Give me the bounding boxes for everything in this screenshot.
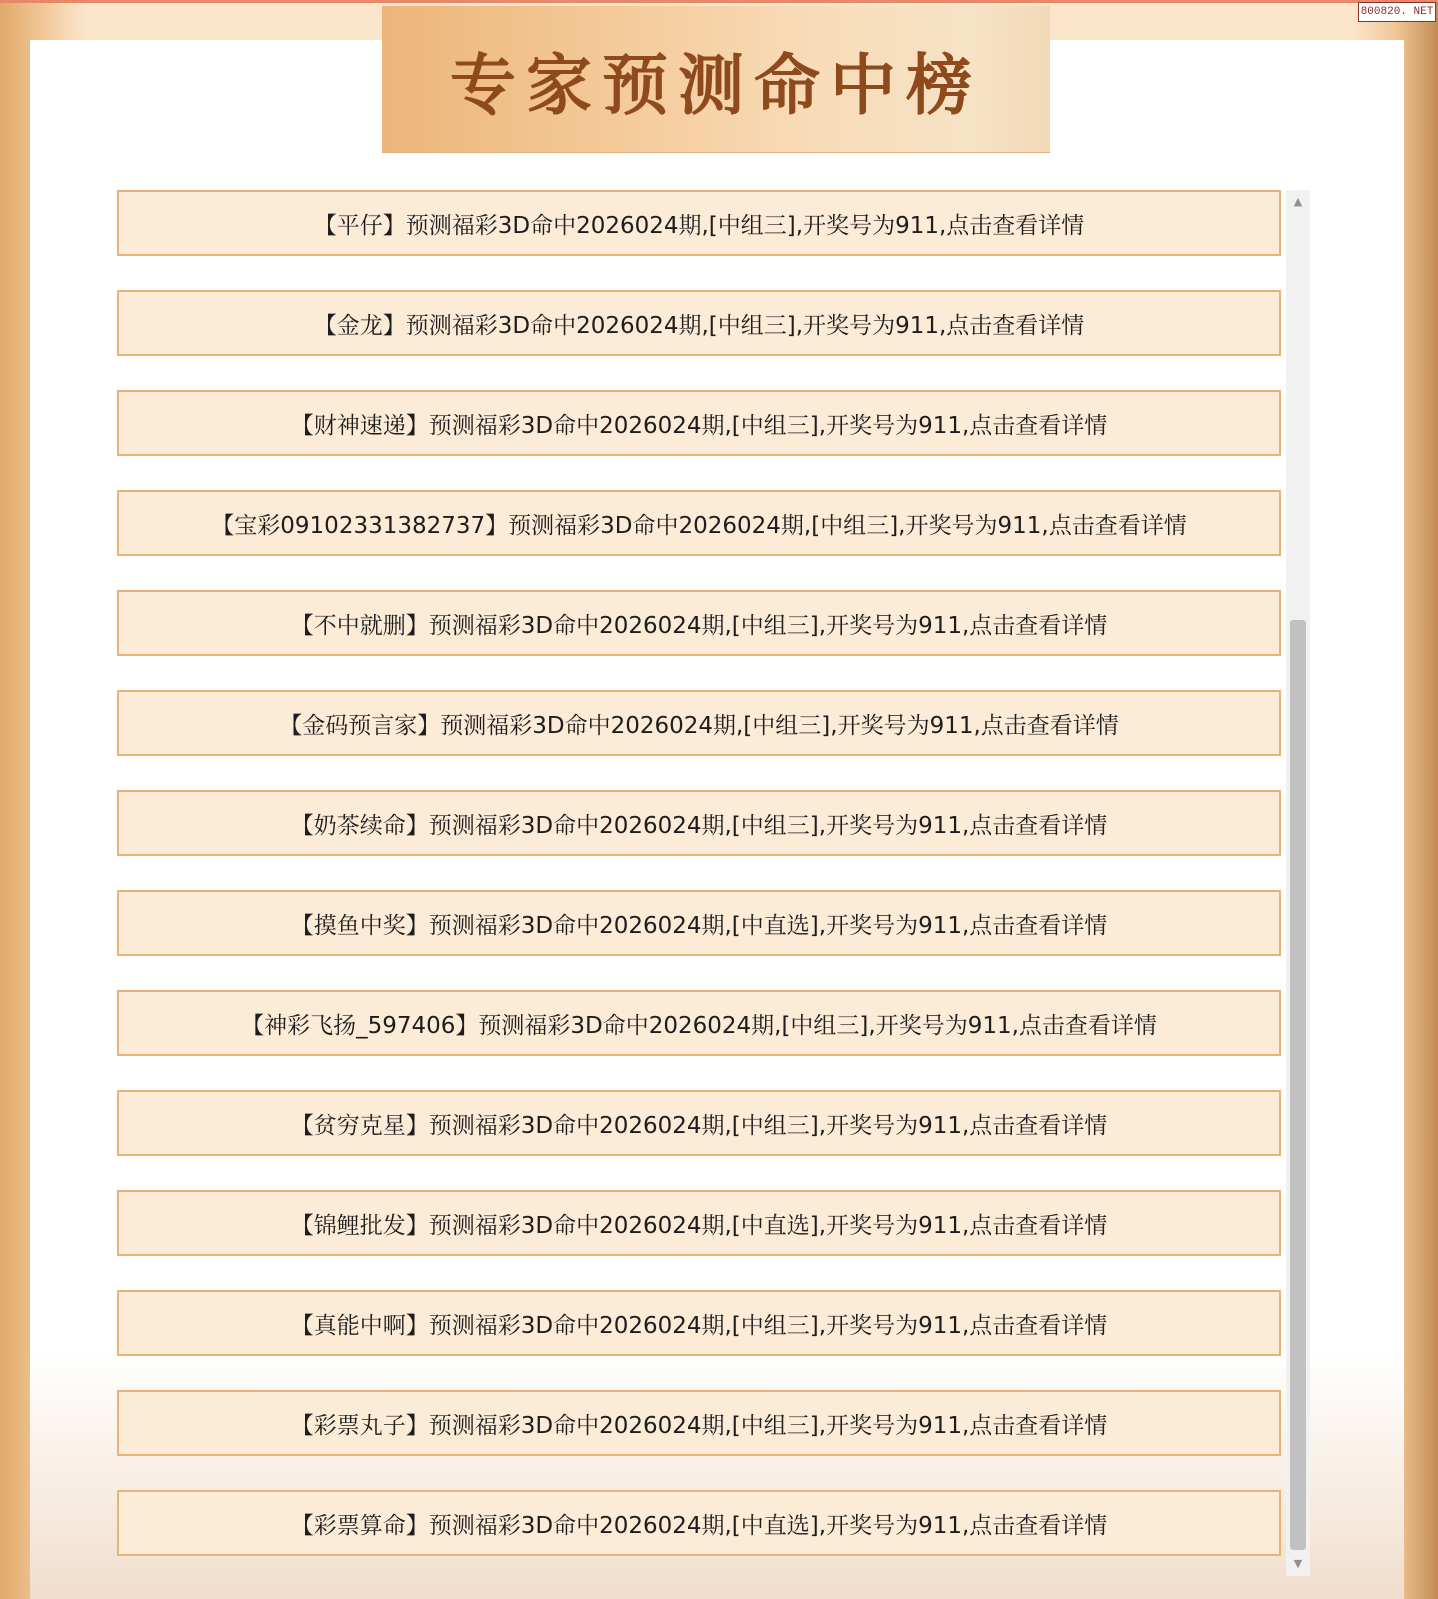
page-title: 专家预测命中榜	[450, 46, 982, 124]
list-item[interactable]: 【锦鲤批发】预测福彩3D命中2026024期,[中直选],开奖号为911,点击查看详情	[117, 1190, 1281, 1256]
list-item[interactable]: 【平仔】预测福彩3D命中2026024期,[中组三],开奖号为911,点击查看详情	[117, 190, 1281, 256]
site-watermark: 800820. NET	[1358, 2, 1436, 22]
list-item[interactable]: 【金码预言家】预测福彩3D命中2026024期,[中组三],开奖号为911,点击查看详情	[117, 690, 1281, 756]
list-item[interactable]: 【彩票算命】预测福彩3D命中2026024期,[中直选],开奖号为911,点击查看详情	[117, 1490, 1281, 1556]
title-banner	[382, 6, 1050, 152]
top-accent-line	[0, 0, 1438, 3]
list-item[interactable]: 【真能中啊】预测福彩3D命中2026024期,[中组三],开奖号为911,点击查看详情	[117, 1290, 1281, 1356]
list-item[interactable]: 【摸鱼中奖】预测福彩3D命中2026024期,[中直选],开奖号为911,点击查看详情	[117, 890, 1281, 956]
list-item[interactable]: 【不中就删】预测福彩3D命中2026024期,[中组三],开奖号为911,点击查看详情	[117, 590, 1281, 656]
list-item[interactable]: 【财神速递】预测福彩3D命中2026024期,[中组三],开奖号为911,点击查看详情	[117, 390, 1281, 456]
list-item[interactable]: 【金龙】预测福彩3D命中2026024期,[中组三],开奖号为911,点击查看详情	[117, 290, 1281, 356]
list-item[interactable]: 【宝彩09102331382737】预测福彩3D命中2026024期,[中组三],开奖号为911,点击查看详情	[117, 490, 1281, 556]
scroll-thumb[interactable]	[1290, 620, 1306, 1550]
scroll-up-icon[interactable]: ▲	[1293, 195, 1303, 208]
scroll-down-icon[interactable]: ▼	[1293, 1557, 1303, 1570]
list-item[interactable]: 【彩票丸子】预测福彩3D命中2026024期,[中组三],开奖号为911,点击查看详情	[117, 1390, 1281, 1456]
list-item[interactable]: 【神彩飞扬_597406】预测福彩3D命中2026024期,[中组三],开奖号为911,点击查看详情	[117, 990, 1281, 1056]
list-item[interactable]: 【贫穷克星】预测福彩3D命中2026024期,[中组三],开奖号为911,点击查看详情	[117, 1090, 1281, 1156]
list-scrollbar[interactable]	[1286, 190, 1310, 1576]
hit-list-container[interactable]	[117, 190, 1311, 1576]
list-item[interactable]: 【奶茶续命】预测福彩3D命中2026024期,[中组三],开奖号为911,点击查看详情	[117, 790, 1281, 856]
